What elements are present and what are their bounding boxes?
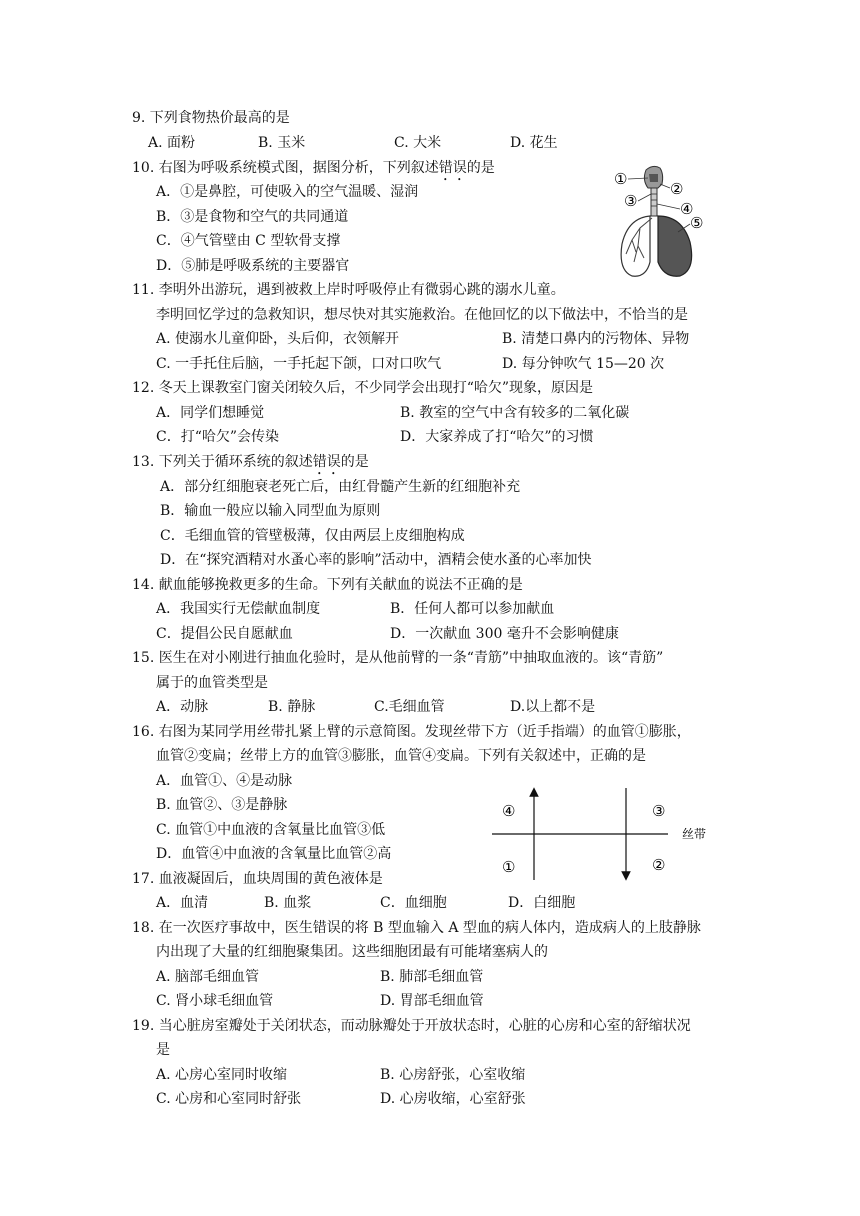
resp-label-4: ④ bbox=[680, 200, 694, 218]
band-label: 丝带 bbox=[682, 827, 707, 841]
q11-option-d: D. 每分钟吹气 15—20 次 bbox=[502, 356, 665, 372]
resp-label-3: ③ bbox=[624, 192, 638, 210]
q18-stem-line1: 18. 在一次医疗事故中，医生错误的将 B 型血输入 A 型血的病人体内，造成病人的上肢静脉 bbox=[132, 920, 701, 936]
q9-stem: 9. 下列食物热价最高的是 bbox=[132, 110, 290, 126]
q10-option-d: D．⑤肺是呼吸系统的主要器官 bbox=[156, 258, 350, 274]
q15-option-a: A．动脉 bbox=[156, 699, 209, 715]
q14-option-c: C．提倡公民自愿献血 bbox=[156, 626, 293, 642]
q13-option-a: A．部分红细胞衰老死亡后，由红骨髓产生新的红细胞补充 bbox=[160, 479, 521, 495]
q10-option-b: B．③是食物和空气的共同通道 bbox=[156, 209, 349, 225]
resp-label-2: ② bbox=[670, 180, 684, 198]
q13-stem-text: 13. 下列关于循环系统的叙述 bbox=[132, 454, 313, 470]
q13-stem-end: 的是 bbox=[340, 454, 369, 470]
q12-option-d: D．大家养成了打“哈欠”的习惯 bbox=[400, 429, 594, 445]
q9-option-c: C. 大米 bbox=[394, 135, 442, 151]
vessel-label-4: ④ bbox=[502, 802, 516, 820]
vessel-label-1: ① bbox=[502, 858, 516, 876]
q14-option-a: A．我国实行无偿献血制度 bbox=[156, 601, 321, 617]
q13-stem bbox=[132, 453, 369, 478]
q9-option-d: D. 花生 bbox=[510, 135, 558, 151]
q10-option-c: C．④气管壁由 C 型软骨支撑 bbox=[156, 233, 341, 249]
q19-option-a: A. 心房心室同时收缩 bbox=[156, 1067, 288, 1083]
arm-band-figure bbox=[488, 784, 718, 884]
q16-stem-line1: 16. 右图为某同学用丝带扎紧上臂的示意简图。发现丝带下方（近手指端）的血管①膨胀， bbox=[132, 724, 691, 740]
q12-option-c: C．打“哈欠”会传染 bbox=[156, 429, 280, 445]
q12-option-b: B. 教室的空气中含有较多的二氧化碳 bbox=[400, 405, 630, 421]
vessel-label-3: ③ bbox=[652, 802, 666, 820]
q17-stem: 17. 血液凝固后，血块周围的黄色液体是 bbox=[132, 871, 383, 887]
q19-option-c: C. 心房和心室同时舒张 bbox=[156, 1091, 302, 1107]
q14-option-b: B．任何人都可以参加献血 bbox=[390, 601, 555, 617]
q13-option-b: B．输血一般应以输入同型血为原则 bbox=[160, 503, 381, 519]
q14-option-d: D．一次献血 300 毫升不会影响健康 bbox=[390, 626, 619, 642]
q11-stem-line1: 11. 李明外出游玩，遇到被救上岸时呼吸停止有微弱心跳的溺水儿童。 bbox=[132, 282, 565, 298]
q18-option-a: A. 脑部毛细血管 bbox=[156, 969, 260, 985]
q16-option-b: B. 血管②、③是静脉 bbox=[156, 797, 288, 813]
q18-option-d: D. 胃部毛细血管 bbox=[380, 993, 484, 1009]
resp-label-1: ① bbox=[614, 170, 628, 188]
q18-stem-line2: 内出现了大量的红细胞聚集团。这些细胞团最有可能堵塞病人的 bbox=[156, 944, 548, 960]
q15-stem-line1: 15. 医生在对小刚进行抽血化验时，是从他前臂的一条“青筋”中抽取血液的。该“青筋” bbox=[132, 650, 664, 666]
q16-option-d: D．血管④中血液的含氧量比血管②高 bbox=[156, 846, 392, 862]
q11-option-a: A. 使溺水儿童仰卧，头后仰，衣领解开 bbox=[156, 331, 400, 347]
q19-option-b: B. 心房舒张，心室收缩 bbox=[380, 1067, 526, 1083]
q17-option-b: B. 血浆 bbox=[264, 895, 312, 911]
q12-stem: 12. 冬天上课教室门窗关闭较久后，不少同学会出现打“哈欠”现象，原因是 bbox=[132, 380, 594, 396]
q19-option-d: D. 心房收缩，心室舒张 bbox=[380, 1091, 526, 1107]
q15-option-c: C.毛细血管 bbox=[374, 699, 445, 715]
q15-option-b: B. 静脉 bbox=[268, 699, 316, 715]
q16-option-a: A．血管①、④是动脉 bbox=[156, 773, 293, 789]
q9-option-b: B. 玉米 bbox=[258, 135, 306, 151]
q10-stem-text: 10. 右图为呼吸系统模式图，据图分析，下列叙述 bbox=[132, 160, 439, 176]
q17-option-d: D．白细胞 bbox=[508, 895, 576, 911]
q13-option-d: D．在“探究酒精对水蚤心率的影响”活动中，酒精会使水蚤的心率加快 bbox=[160, 552, 592, 568]
q19-stem-line1: 19. 当心脏房室瓣处于关闭状态，而动脉瓣处于开放状态时，心脏的心房和心室的舒缩状况 bbox=[132, 1018, 691, 1034]
q11-option-b: B. 清楚口鼻内的污物体、异物 bbox=[502, 331, 690, 347]
q11-option-c: C. 一手托住后脑，一手托起下颌，口对口吹气 bbox=[156, 356, 442, 372]
q11-stem-line2: 李明回忆学过的急救知识，想尽快对其实施救治。在他回忆的以下做法中，不恰当的是 bbox=[156, 307, 688, 323]
q17-option-a: A．血清 bbox=[156, 895, 209, 911]
q15-option-d: D.以上都不是 bbox=[510, 699, 596, 715]
q12-option-a: A．同学们想睡觉 bbox=[156, 405, 265, 421]
q10-option-a: A．①是鼻腔，可使吸入的空气温暖、湿润 bbox=[156, 184, 419, 200]
vessel-label-2: ② bbox=[652, 856, 666, 874]
q13-option-c: C．毛细血管的管壁极薄，仅由两层上皮细胞构成 bbox=[160, 528, 465, 544]
q15-stem-line2: 属于的血管类型是 bbox=[156, 675, 268, 691]
q14-stem: 14. 献血能够挽救更多的生命。下列有关献血的说法不正确的是 bbox=[132, 577, 523, 593]
q10-stem-emphasis: 错误 bbox=[438, 160, 467, 176]
respiratory-system-figure bbox=[608, 162, 708, 288]
q18-option-b: B. 肺部毛细血管 bbox=[380, 969, 484, 985]
q16-stem-line2: 血管②变扁；丝带上方的血管③膨胀，血管④变扁。下列有关叙述中，正确的是 bbox=[156, 748, 646, 764]
q10-stem-end: 的是 bbox=[466, 160, 495, 176]
q16-option-c: C. 血管①中血液的含氧量比血管③低 bbox=[156, 822, 386, 838]
q13-stem-emphasis: 错误 bbox=[312, 454, 341, 470]
resp-label-5: ⑤ bbox=[690, 214, 704, 232]
q18-option-c: C. 肾小球毛细血管 bbox=[156, 993, 274, 1009]
q9-option-a: A. 面粉 bbox=[148, 135, 196, 151]
q19-stem-line2: 是 bbox=[156, 1042, 170, 1058]
q17-option-c: C．血细胞 bbox=[380, 895, 447, 911]
q10-stem bbox=[132, 159, 495, 184]
